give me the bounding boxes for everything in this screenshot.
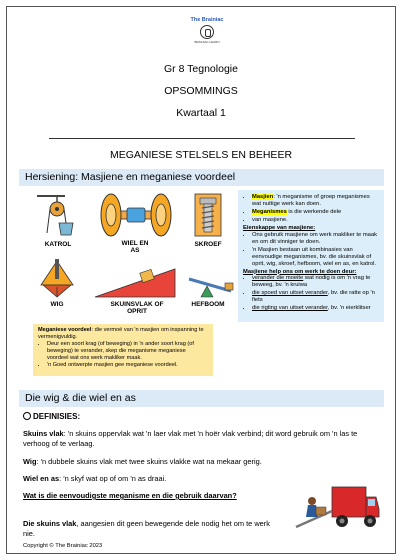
label-skuins-line2: OPRIT (127, 308, 147, 316)
label-hefboom: HEFBOOM (191, 301, 225, 308)
term-meganismes: Meganismes (252, 208, 287, 215)
inclined-plane-icon (93, 263, 177, 299)
def-meganismes: is die werkende dele (286, 208, 342, 215)
truck-ramp-illustration (292, 481, 380, 533)
help-1 (252, 275, 379, 289)
section-heading-review: Hersiening: Masjiene en meganiese voordeel (19, 169, 384, 186)
mechanical-advantage-box (33, 324, 213, 376)
label-skroef: SKROEF (194, 241, 222, 248)
advantage-point-2: • 'n Goed ontwerpte masjien gee meganiese voordeel. (47, 362, 208, 369)
text-wig: : 'n dubbele skuins vlak met twee skuins vlakke wat na mekaar gerig. (36, 457, 262, 466)
label-wig: WIG (50, 301, 64, 308)
def-meganiese-voordeel: : die vermoë van 'n masjien om inspanning te vermenigvuldig. (38, 327, 204, 340)
definitions-label: DEFINISIES: (33, 412, 81, 421)
info-mechanism-cont: • van masjiene. (252, 217, 379, 224)
help-1-key: verander die moeite (252, 275, 304, 282)
def-inclined-plane (23, 429, 385, 448)
help-2 (252, 290, 379, 304)
info-mechanism (252, 209, 379, 216)
section-heading-wedge: Die wig & die wiel en as (19, 390, 384, 407)
help-heading: Masjiene help ons om werk te doen deur: (243, 268, 357, 275)
answer (23, 519, 283, 538)
pulley-icon (35, 193, 81, 239)
logo-seal-icon (200, 25, 214, 39)
logo-tagline: BRAINIAC LEARN (194, 40, 220, 44)
logo-brand-name: The Brainiac (190, 17, 224, 23)
label-katrol: KATROL (44, 241, 72, 248)
term-meganiese-voordeel: Meganiese voordeel (38, 327, 92, 333)
subject-title: Gr 8 Tegnologie (164, 63, 238, 75)
info-machine (252, 194, 379, 208)
property-1: • Ons gebruik masjiene om werk makliker te maak en om dit vinniger te doen. (252, 232, 379, 246)
wheel-and-axle-icon (97, 191, 175, 239)
machines-info-box (238, 190, 384, 322)
term-title: Kwartaal 1 (176, 107, 226, 119)
properties-heading: Eienskappe van masjiene: (243, 224, 316, 231)
term-skuins-vlak: Skuins vlak (23, 429, 64, 438)
term-wig: Wig (23, 457, 37, 466)
label-wiel-line2: AS (130, 247, 140, 255)
text-skuins-vlak: : 'n skuins oppervlak wat 'n laer vlak met 'n hoër vlak verbind; dit word gebruik om 'n las te verhoog of te verlaag. (23, 429, 358, 448)
help-1-rest: wat nodig is om 'n vrag te beweeg, bv. 'n kruiwa (252, 275, 371, 289)
label-skuinsvlak (95, 301, 179, 316)
divider (49, 138, 355, 139)
answer-text: , aangesien dit geen bewegende dele nodig het om te werk nie. (23, 519, 270, 538)
help-3 (252, 305, 379, 312)
help-3-rest: , bv. 'n eierklitser (327, 305, 371, 312)
lever-icon (185, 267, 235, 301)
topic-title: MEGANIESE STELSELS EN BEHEER (109, 149, 293, 161)
advantage-definition (38, 327, 208, 340)
summary-page (6, 6, 396, 554)
lightbulb-icon (23, 412, 31, 420)
doc-type-title: OPSOMMINGS (164, 85, 238, 97)
wedge-icon (37, 257, 77, 299)
advantage-point-1: • Deur een soort krag (of beweging) in 'n ander soort krag (of beweging) te verander, skep die meganisme meganiese voordeel wat ons werk makliker maak. (47, 341, 208, 361)
question: Wat is die eenvoudigste meganisme en die gebruik daarvan? (23, 491, 237, 500)
label-wiel-line1: WIEL EN (121, 240, 149, 247)
term-wiel-en-as: Wiel en as (23, 474, 60, 483)
def-masjien: : 'n meganisme of groep meganismes wat nuttige werk kan doen. (252, 194, 370, 207)
screw-icon (193, 192, 223, 238)
definitions-heading (23, 412, 80, 421)
property-2: • 'n Masjien bestaan uit kombinasies van eenvoudige meganismes, bv. die skuinsvlak of oprit, wig, skroef, hefboom, wiel en as, en katrol. (252, 247, 379, 268)
term-masjien: Masjien (252, 194, 274, 200)
label-skuins-line1: SKUINSVLAK OF (110, 301, 164, 308)
help-3-key: die rigting van uitset verander (252, 305, 328, 312)
text-wiel-en-as: : 'n skyf wat op of om 'n as draai. (59, 474, 167, 483)
def-wedge (23, 457, 385, 467)
help-2-rest: , bv. die ratte op 'n fiets (252, 290, 375, 304)
copyright: Copyright © The Brainiac 2023 (23, 543, 103, 549)
label-wiel-en-as (107, 240, 163, 255)
brand-logo (177, 17, 237, 44)
answer-term: Die skuins vlak (23, 519, 77, 528)
help-2-key: die spoed van uitset verander (252, 290, 328, 297)
